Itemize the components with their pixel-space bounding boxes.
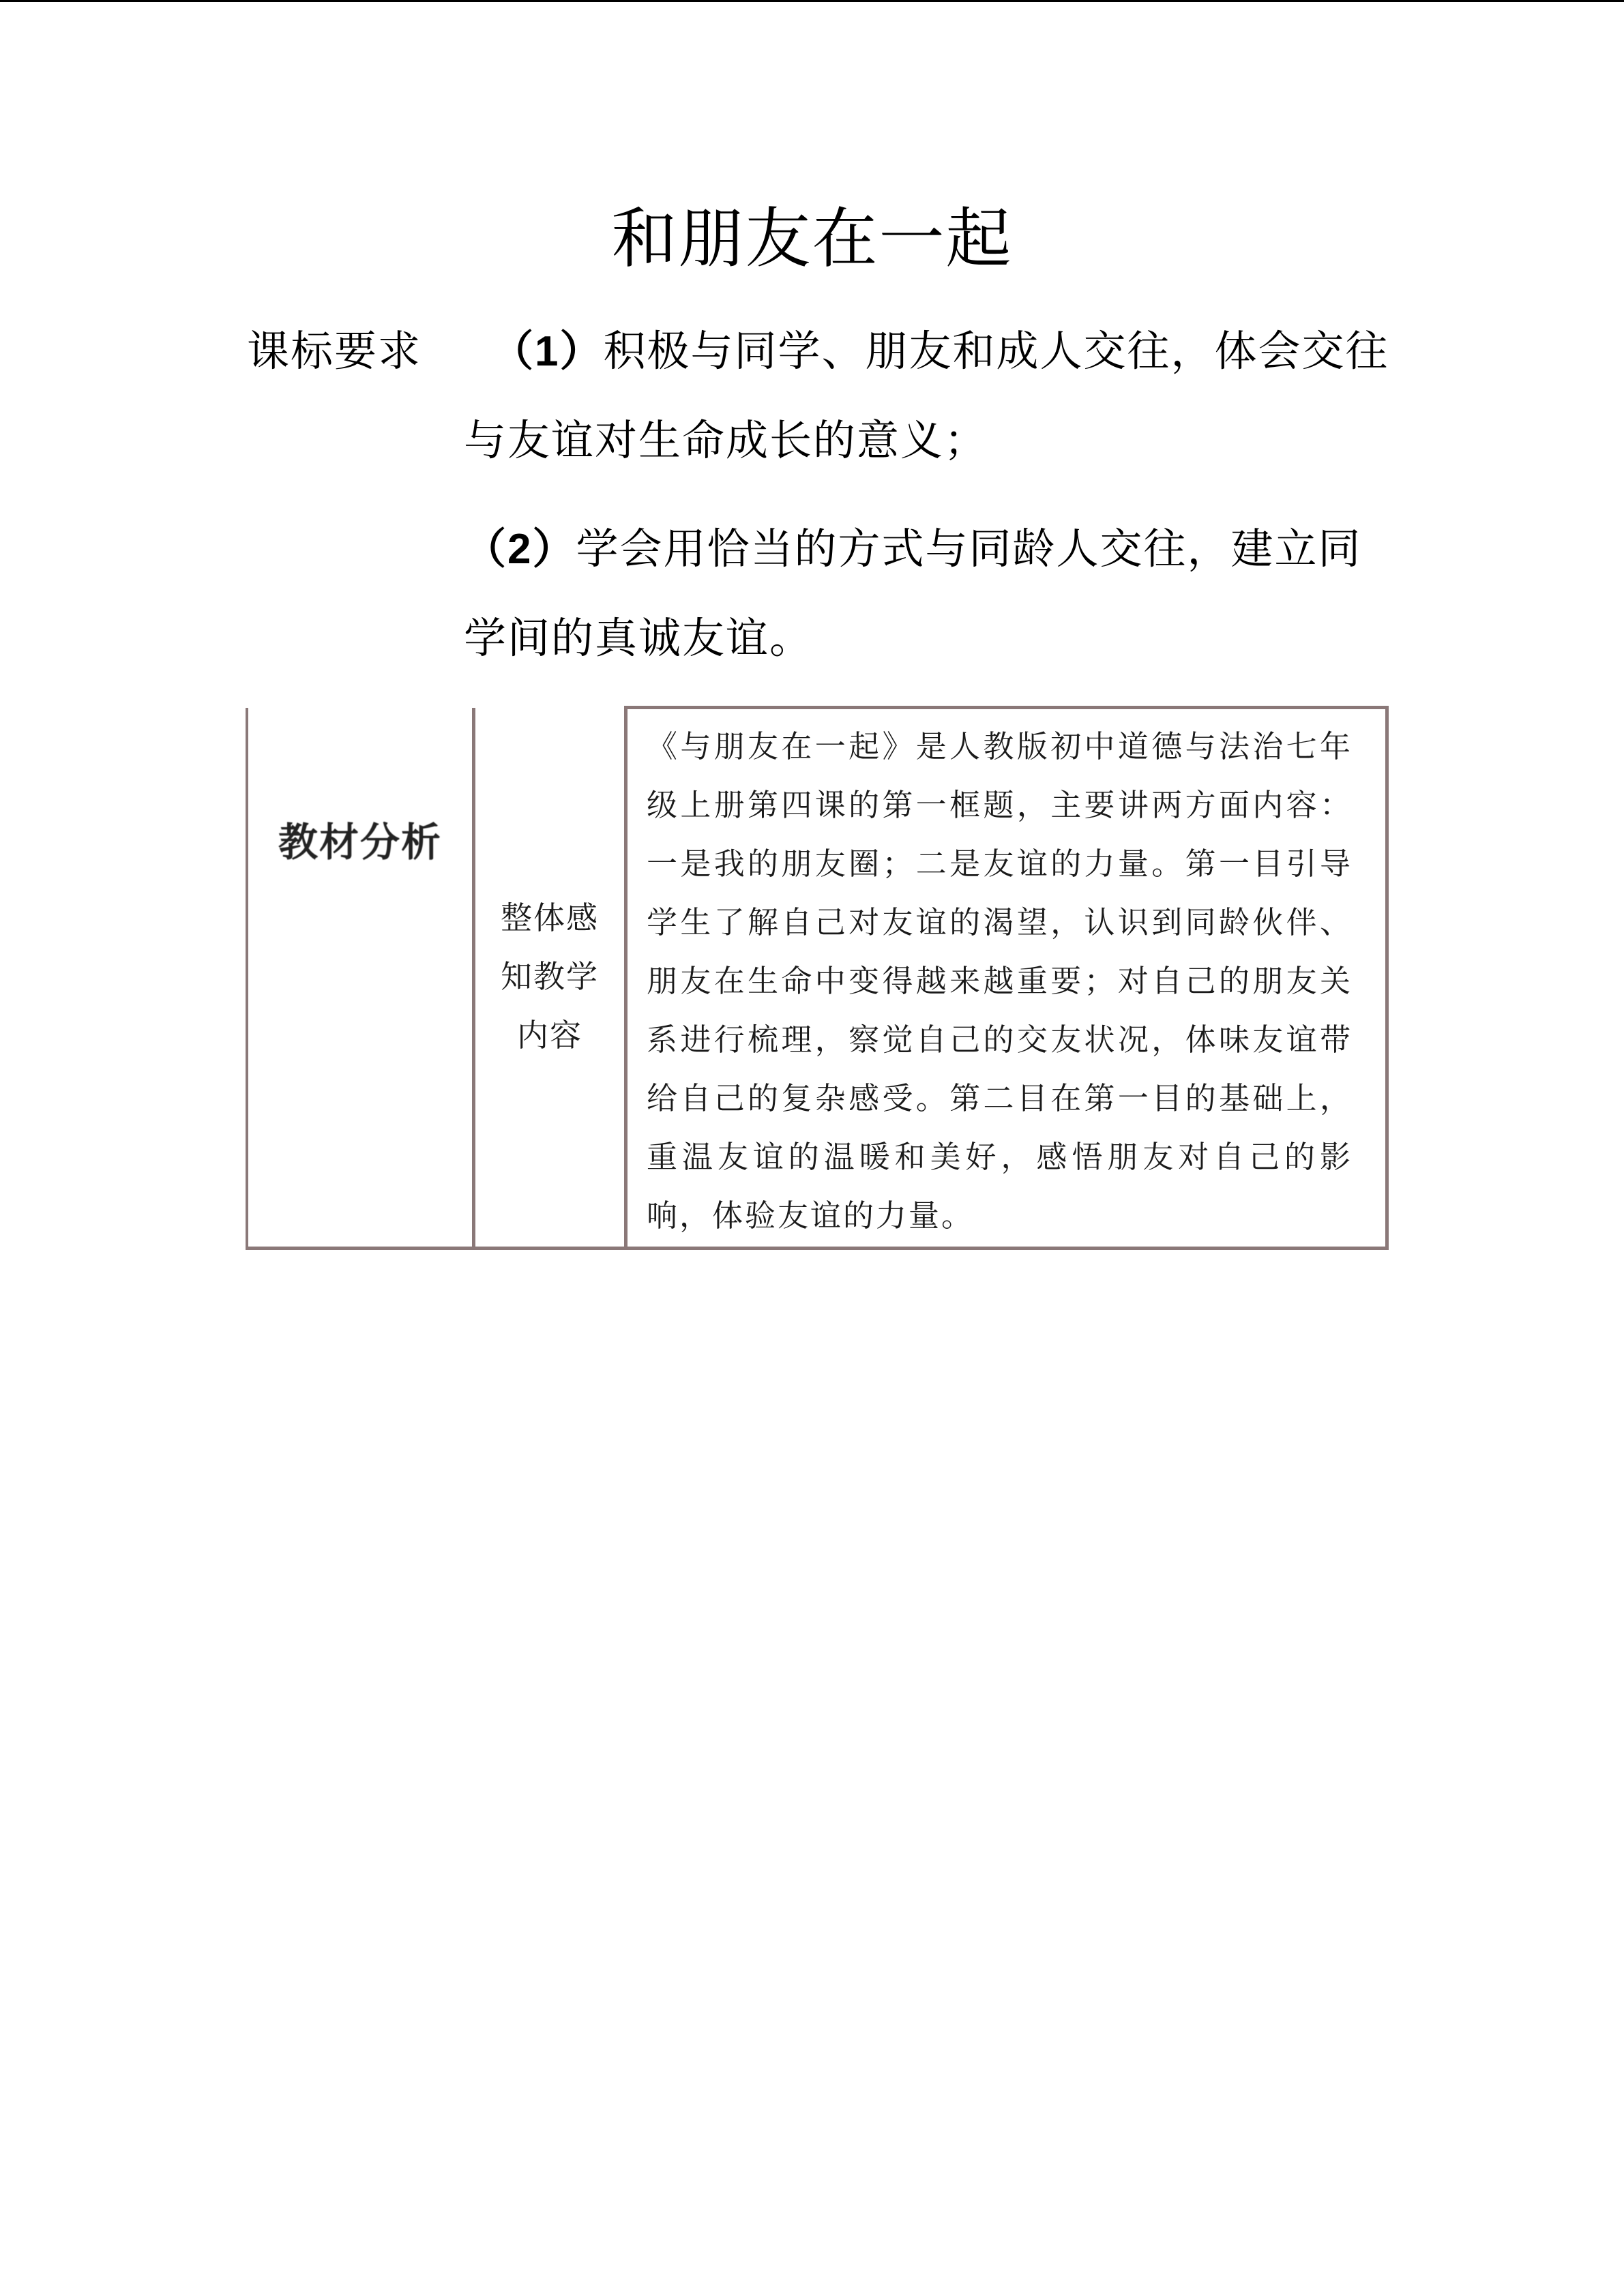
section-cell [247, 708, 474, 1249]
requirement-text: 学会用恰当的方式与同龄人交往，建立同学间的真诚友谊。 [464, 524, 1362, 663]
content-cell [626, 708, 1387, 1249]
textbook-analysis-table [246, 706, 1389, 1250]
aspect-cell [474, 708, 626, 1249]
section-label: 教材分析 [278, 818, 442, 865]
content-text: 《与朋友在一起》是人教版初中道德与法治七年级上册第四课的第一框题，主要讲两方面内容：一是我的朋友圈；二是友谊的力量。第一目引导学生了解自己对友谊的渴望，认识到同龄伙伴、朋友在生命中变得越来越重要；对自己的朋友关系进行梳理，察觉自己的交友状况，体味友谊带给自己的复杂感受。第二目在第一目的基础上，重温友谊的温暖和美好，感悟朋友对自己的影响，体验友谊的力量。 [647, 728, 1353, 1234]
aspect-label: 整体感知教学内容 [501, 899, 599, 1054]
curriculum-requirements-label: 课标要求 [247, 326, 422, 376]
requirement-number: （1） [491, 328, 604, 375]
curriculum-requirement-item [464, 307, 1398, 485]
requirement-number: （2） [464, 526, 576, 573]
page-top-border [0, 0, 1624, 2]
requirement-text: 积极与同学、朋友和成人交往，体会交往与友谊对生命成长的意义； [464, 326, 1389, 465]
table-row [247, 708, 1387, 1249]
curriculum-requirement-item [464, 505, 1398, 683]
document-title: 和朋友在一起 [611, 200, 1013, 277]
